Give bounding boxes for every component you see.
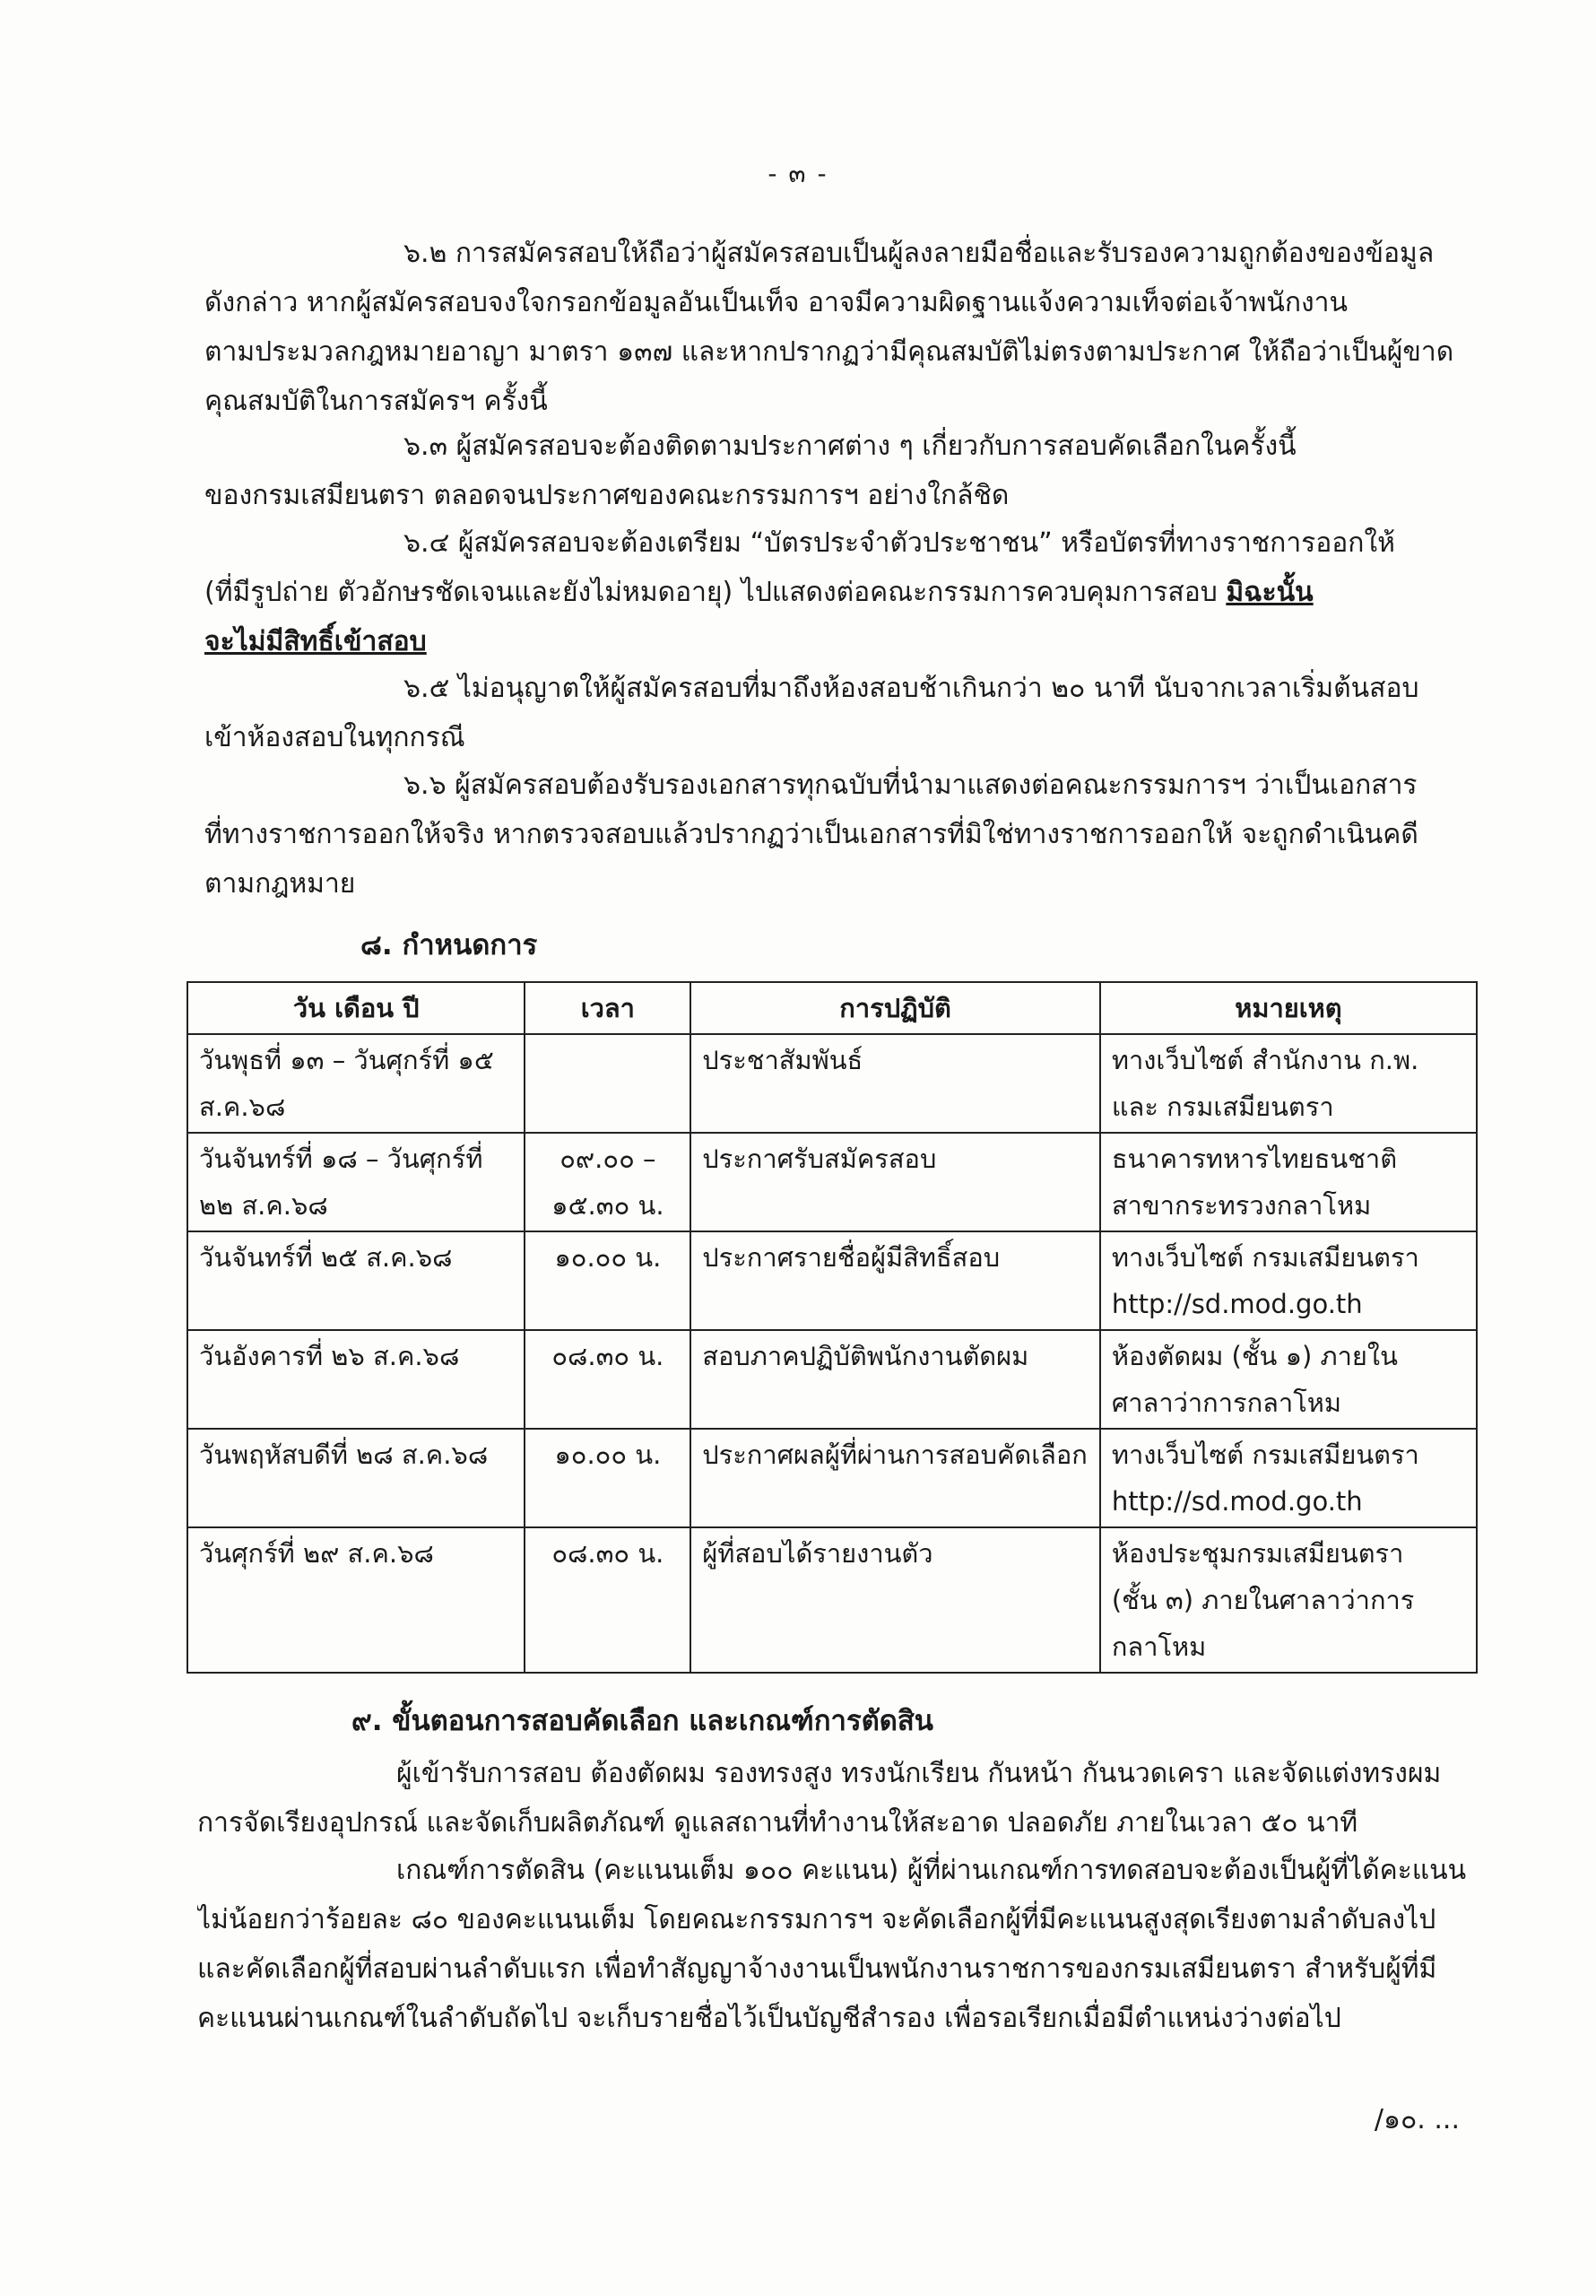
paragraph-line: ที่ทางราชการออกให้จริง หากตรวจสอบแล้วปรากฏว่าเป็นเอกสารที่มิใช่ทางราชการออกให้ จะถูกดำเนินคดี <box>204 819 1418 850</box>
cell-line: วันอังคารที่ ๒๖ ส.ค.๖๘ <box>199 1341 460 1371</box>
cell-line: วันพุธที่ ๑๓ – วันศุกร์ที่ ๑๕ <box>199 1045 494 1075</box>
paragraph-6-2 <box>204 229 1460 426</box>
warning-text: จะไม่มีสิทธิ์เข้าสอบ <box>204 626 427 657</box>
cell-line: http://sd.mod.go.th <box>1111 1289 1363 1319</box>
column-header: หมายเหตุ <box>1100 982 1477 1034</box>
note-cell <box>1100 1133 1477 1231</box>
cell-line: วันจันทร์ที่ ๑๘ – วันศุกร์ที่ <box>199 1144 483 1174</box>
activity-cell: ประกาศผลผู้ที่ผ่านการสอบคัดเลือก <box>690 1429 1100 1527</box>
column-header: เวลา <box>525 982 690 1034</box>
paragraph-line: เกณฑ์การตัดสิน (คะแนนเต็ม ๑๐๐ คะแนน) ผู้ที่ผ่านเกณฑ์การทดสอบจะต้องเป็นผู้ที่ได้คะแนน <box>396 1855 1467 1886</box>
continuation-marker: /๑๐. ... <box>1374 2104 1460 2135</box>
table-row <box>187 1429 1477 1527</box>
note-cell <box>1100 1330 1477 1429</box>
paragraph-line: ดังกล่าว หากผู้สมัครสอบจงใจกรอกข้อมูลอันเป็นเท็จ อาจมีความผิดฐานแจ้งความเท็จต่อเจ้าพนักงาน <box>204 287 1349 318</box>
page-number: - ๓ - <box>768 159 828 188</box>
cell-line: ห้องประชุมกรมเสมียนตรา <box>1111 1538 1404 1569</box>
paragraph-6-4 <box>204 518 1460 666</box>
cell-line: ทางเว็บไซต์ กรมเสมียนตรา <box>1111 1439 1419 1470</box>
time-cell <box>525 1231 690 1330</box>
activity-cell: ประชาสัมพันธ์ <box>690 1034 1100 1133</box>
cell-line: ๐๙.๐๐ – <box>559 1144 656 1174</box>
activity-cell: ประกาศรายชื่อผู้มีสิทธิ์สอบ <box>690 1231 1100 1330</box>
note-cell <box>1100 1429 1477 1527</box>
date-cell <box>187 1231 525 1330</box>
cell-line: http://sd.mod.go.th <box>1111 1486 1363 1517</box>
activity-cell: ประกาศรับสมัครสอบ <box>690 1133 1100 1231</box>
cell-line: ศาลาว่าการกลาโหม <box>1111 1387 1342 1418</box>
date-cell <box>187 1034 525 1133</box>
cell-line: ๑๐.๐๐ น. <box>554 1439 662 1470</box>
cell-line: ๒๒ ส.ค.๖๘ <box>199 1190 328 1221</box>
paragraph-6-6 <box>204 761 1460 909</box>
criteria-paragraph-2 <box>197 1846 1470 2043</box>
table-row <box>187 1527 1477 1673</box>
cell-line: ทางเว็บไซต์ สำนักงาน ก.พ. <box>1111 1045 1419 1075</box>
time-cell <box>525 1133 690 1231</box>
paragraph-line: ตามประมวลกฎหมายอาญา มาตรา ๑๓๗ และหากปรากฏว่ามีคุณสมบัติไม่ตรงตามประกาศ ให้ถือว่าเป็นผู้ขาด <box>204 336 1454 368</box>
paragraph-line: ผู้เข้ารับการสอบ ต้องตัดผม รองทรงสูง ทรงนักเรียน กันหน้า กันนวดเครา และจัดแต่งทรงผม <box>396 1758 1442 1789</box>
date-cell <box>187 1330 525 1429</box>
criteria-paragraph-1 <box>197 1749 1470 1848</box>
cell-line: และ กรมเสมียนตรา <box>1111 1091 1334 1122</box>
paragraph-line: ๖.๓ ผู้สมัครสอบจะต้องติดตามประกาศต่าง ๆ เกี่ยวกับการสอบคัดเลือกในครั้งนี้ <box>403 430 1297 462</box>
time-cell <box>525 1330 690 1429</box>
column-header: การปฏิบัติ <box>690 982 1100 1034</box>
warning-text: มิฉะนั้น <box>1226 577 1314 608</box>
note-cell <box>1100 1231 1477 1330</box>
schedule-table <box>186 981 1478 1674</box>
paragraph-line <box>204 568 1460 617</box>
paragraph-text: (ที่มีรูปถ่าย ตัวอักษรชัดเจนและยังไม่หมดอายุ) ไปแสดงต่อคณะกรรมการควบคุมการสอบ <box>204 577 1218 608</box>
cell-line: กลาโหม <box>1111 1631 1207 1662</box>
paragraph-line: และคัดเลือกผู้ที่สอบผ่านลำดับแรก เพื่อทำสัญญาจ้างงานเป็นพนักงานราชการของกรมเสมียนตรา สำหรับผู้ที่มี <box>197 1953 1437 1985</box>
paragraph-line: คะแนนผ่านเกณฑ์ในลำดับถัดไป จะเก็บรายชื่อไว้เป็นบัญชีสำรอง เพื่อรอเรียกเมื่อมีตำแหน่งว่างต่อไป <box>197 2003 1341 2034</box>
time-cell <box>525 1429 690 1527</box>
cell-line: สาขากระทรวงกลาโหม <box>1111 1190 1372 1221</box>
paragraph-line: ๖.๖ ผู้สมัครสอบต้องรับรองเอกสารทุกฉบับที่นำมาแสดงต่อคณะกรรมการฯ ว่าเป็นเอกสาร <box>403 770 1418 801</box>
paragraph-line: ๖.๔ ผู้สมัครสอบจะต้องเตรียม “บัตรประจำตัวประชาชน” หรือบัตรที่ทางราชการออกให้ <box>403 527 1395 559</box>
paragraph-line: การจัดเรียงอุปกรณ์ และจัดเก็บผลิตภัณฑ์ ดูแลสถานที่ทำงานให้สะอาด ปลอดภัย ภายในเวลา ๕๐ นาที <box>197 1807 1358 1839</box>
table-row <box>187 1330 1477 1429</box>
paragraph-line: ๖.๒ การสมัครสอบให้ถือว่าผู้สมัครสอบเป็นผู้ลงลายมือชื่อและรับรองความถูกต้องของข้อมูล <box>403 238 1435 269</box>
date-cell <box>187 1527 525 1673</box>
paragraph-6-3 <box>204 422 1460 520</box>
cell-line: ส.ค.๖๘ <box>199 1091 286 1122</box>
paragraph-line: เข้าห้องสอบในทุกกรณี <box>204 722 465 753</box>
date-cell <box>187 1429 525 1527</box>
paragraph-line <box>204 617 1460 666</box>
note-cell <box>1100 1034 1477 1133</box>
date-cell <box>187 1133 525 1231</box>
cell-line: ห้องตัดผม (ชั้น ๑) ภายใน <box>1111 1341 1398 1371</box>
cell-line: ๑๕.๓๐ น. <box>551 1190 664 1221</box>
time-cell <box>525 1527 690 1673</box>
cell-line: ๐๘.๓๐ น. <box>551 1341 664 1371</box>
table-header-row <box>187 982 1477 1034</box>
cell-line: ๐๘.๓๐ น. <box>551 1538 664 1569</box>
column-header: วัน เดือน ปี <box>187 982 525 1034</box>
cell-line: วันศุกร์ที่ ๒๙ ส.ค.๖๘ <box>199 1538 434 1569</box>
table-row <box>187 1034 1477 1133</box>
paragraph-line: ไม่น้อยกว่าร้อยละ ๘๐ ของคะแนนเต็ม โดยคณะกรรมการฯ จะคัดเลือกผู้ที่มีคะแนนสูงสุดเรียงตามลำดับลงไป <box>197 1904 1436 1935</box>
paragraph-line: ๖.๕ ไม่อนุญาตให้ผู้สมัครสอบที่มาถึงห้องสอบช้าเกินกว่า ๒๐ นาที นับจากเวลาเริ่มต้นสอบ <box>403 673 1419 704</box>
paragraph-line: ของกรมเสมียนตรา ตลอดจนประกาศของคณะกรรมการฯ อย่างใกล้ชิด <box>204 480 1010 511</box>
table-row <box>187 1231 1477 1330</box>
cell-line: วันจันทร์ที่ ๒๕ ส.ค.๖๘ <box>199 1242 453 1273</box>
cell-line: วันพฤหัสบดีที่ ๒๘ ส.ค.๖๘ <box>199 1439 489 1470</box>
cell-line: (ชั้น ๓) ภายในศาลาว่าการ <box>1111 1585 1415 1615</box>
table-row <box>187 1133 1477 1231</box>
paragraph-line: ตามกฎหมาย <box>204 868 356 900</box>
paragraph-line: คุณสมบัติในการสมัครฯ ครั้งนี้ <box>204 386 548 417</box>
criteria-heading: ๙. ขั้นตอนการสอบคัดเลือก และเกณฑ์การตัดสิน <box>351 1705 933 1737</box>
paragraph-6-5 <box>204 664 1460 762</box>
activity-cell: ผู้ที่สอบได้รายงานตัว <box>690 1527 1100 1673</box>
time-cell <box>525 1034 690 1133</box>
note-cell <box>1100 1527 1477 1673</box>
cell-line: ๑๐.๐๐ น. <box>554 1242 662 1273</box>
schedule-heading: ๘. กำหนดการ <box>360 929 538 961</box>
cell-line: ธนาคารทหารไทยธนชาติ <box>1111 1144 1398 1174</box>
cell-line: ทางเว็บไซต์ กรมเสมียนตรา <box>1111 1242 1419 1273</box>
activity-cell: สอบภาคปฏิบัติพนักงานตัดผม <box>690 1330 1100 1429</box>
